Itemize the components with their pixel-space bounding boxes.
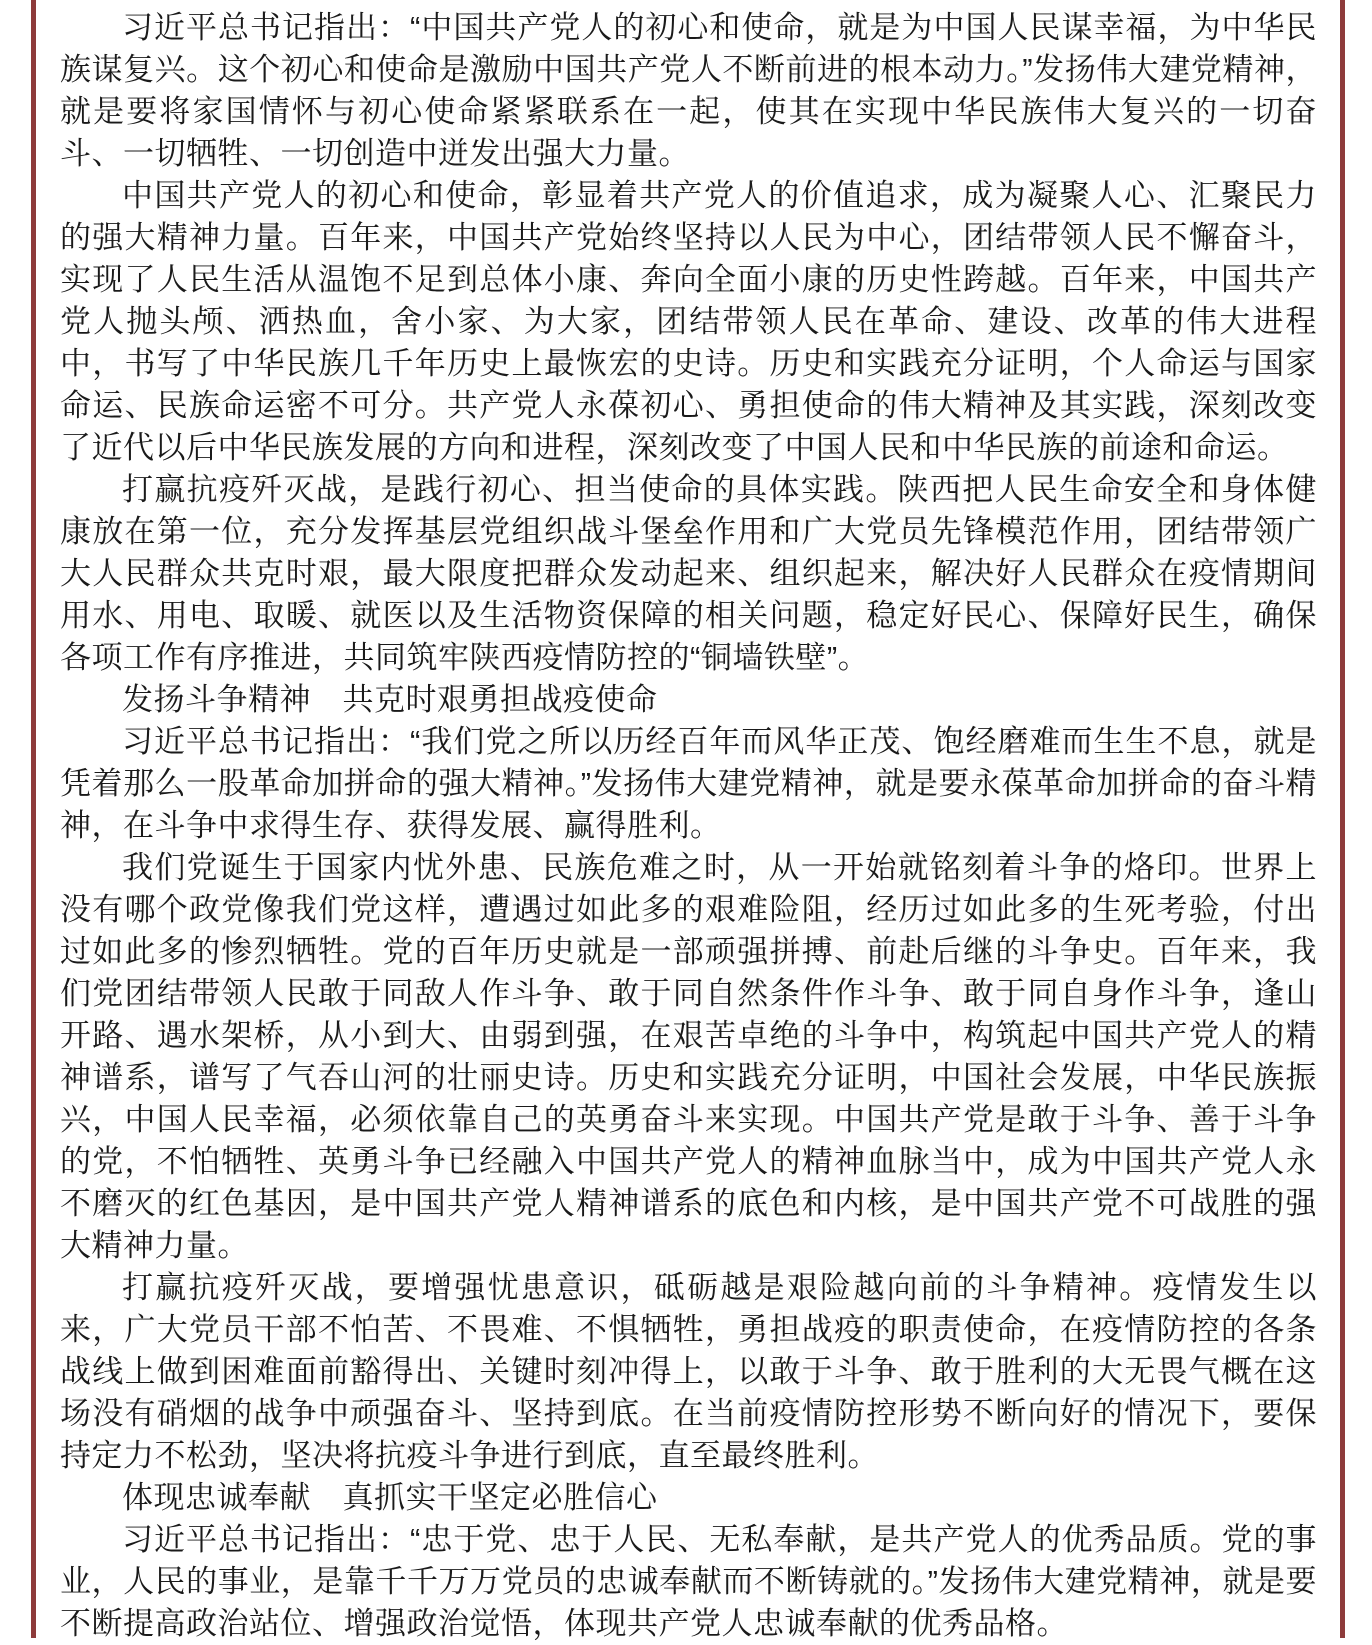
paragraph: 打赢抗疫歼灭战，要增强忧患意识，砥砺越是艰险越向前的斗争精神。疫情发生以来，广大党员干部不怕苦、不畏难、不惧牺牲，勇担战疫的职责使命，在疫情防控的各条战线上做到困难面前豁得出、关键时刻冲得上，以敢于斗争、敢于胜利的大无畏气概在这场没有硝烟的战争中顽强奋斗、坚持到底。在当前疫情防控形势不断向好的情况下，要保持定力不松劲，坚决将抗疫斗争进行到底，直至最终胜利。 xyxy=(60,1270,1317,1473)
article-body xyxy=(60,7,1317,1645)
section-heading: 发扬斗争精神 共克时艰勇担战疫使命 xyxy=(122,682,658,717)
section-heading: 体现忠诚奉献 真抓实干坚定必胜信心 xyxy=(122,1480,658,1515)
paragraph: 中国共产党人的初心和使命，彰显着共产党人的价值追求，成为凝聚人心、汇聚民力的强大精神力量。百年来，中国共产党始终坚持以人民为中心，团结带领人民不懈奋斗，实现了人民生活从温饱不足到总体小康、奔向全面小康的历史性跨越。百年来，中国共产党人抛头颅、洒热血，舍小家、为大家，团结带领人民在革命、建设、改革的伟大进程中，书写了中华民族几千年历史上最恢宏的史诗。历史和实践充分证明，个人命运与国家命运、民族命运密不可分。共产党人永葆初心、勇担使命的伟大精神及其实践，深刻改变了近代以后中华民族发展的方向和进程，深刻改变了中国人民和中华民族的前途和命运。 xyxy=(60,178,1317,465)
paragraph: 打赢抗疫歼灭战，是践行初心、担当使命的具体实践。陕西把人民生命安全和身体健康放在第一位，充分发挥基层党组织战斗堡垒作用和广大党员先锋模范作用，团结带领广大人民群众共克时艰，最大限度把群众发动起来、组织起来，解决好人民群众在疫情期间用水、用电、取暖、就医以及生活物资保障的相关问题，稳定好民心、保障好民生，确保各项工作有序推进，共同筑牢陕西疫情防控的“铜墙铁壁”。 xyxy=(60,472,1317,675)
paragraph: 习近平总书记指出：“忠于党、忠于人民、无私奉献，是共产党人的优秀品质。党的事业，人民的事业，是靠千千万万党员的忠诚奉献而不断铸就的。”发扬伟大建党精神，就是要不断提高政治站位、增强政治觉悟，体现共产党人忠诚奉献的优秀品格。 xyxy=(60,1522,1317,1641)
paragraph: 习近平总书记指出：“中国共产党人的初心和使命，就是为中国人民谋幸福，为中华民族谋复兴。这个初心和使命是激励中国共产党人不断前进的根本动力。”发扬伟大建党精神，就是要将家国情怀与初心使命紧紧联系在一起，使其在实现中华民族伟大复兴的一切奋斗、一切牺牲、一切创造中迸发出强大力量。 xyxy=(60,10,1317,171)
paragraph: 习近平总书记指出：“我们党之所以历经百年而风华正茂、饱经磨难而生生不息，就是凭着那么一股革命加拼命的强大精神。”发扬伟大建党精神，就是要永葆革命加拼命的奋斗精神，在斗争中求得生存、获得发展、赢得胜利。 xyxy=(60,724,1317,843)
paragraph: 我们党诞生于国家内忧外患、民族危难之时，从一开始就铭刻着斗争的烙印。世界上没有哪个政党像我们党这样，遭遇过如此多的艰难险阻，经历过如此多的生死考验，付出过如此多的惨烈牺牲。党的百年历史就是一部顽强拼搏、前赴后继的斗争史。百年来，我们党团结带领人民敢于同敌人作斗争、敢于同自然条件作斗争、敢于同自身作斗争，逢山开路、遇水架桥，从小到大、由弱到强，在艰苦卓绝的斗争中，构筑起中国共产党人的精神谱系，谱写了气吞山河的壮丽史诗。历史和实践充分证明，中国社会发展，中华民族振兴，中国人民幸福，必须依靠自己的英勇奋斗来实现。中国共产党是敢于斗争、善于斗争的党，不怕牺牲、英勇斗争已经融入中国共产党人的精神血脉当中，成为中国共产党人永不磨灭的红色基因，是中国共产党人精神谱系的底色和内核，是中国共产党不可战胜的强大精神力量。 xyxy=(60,850,1317,1263)
